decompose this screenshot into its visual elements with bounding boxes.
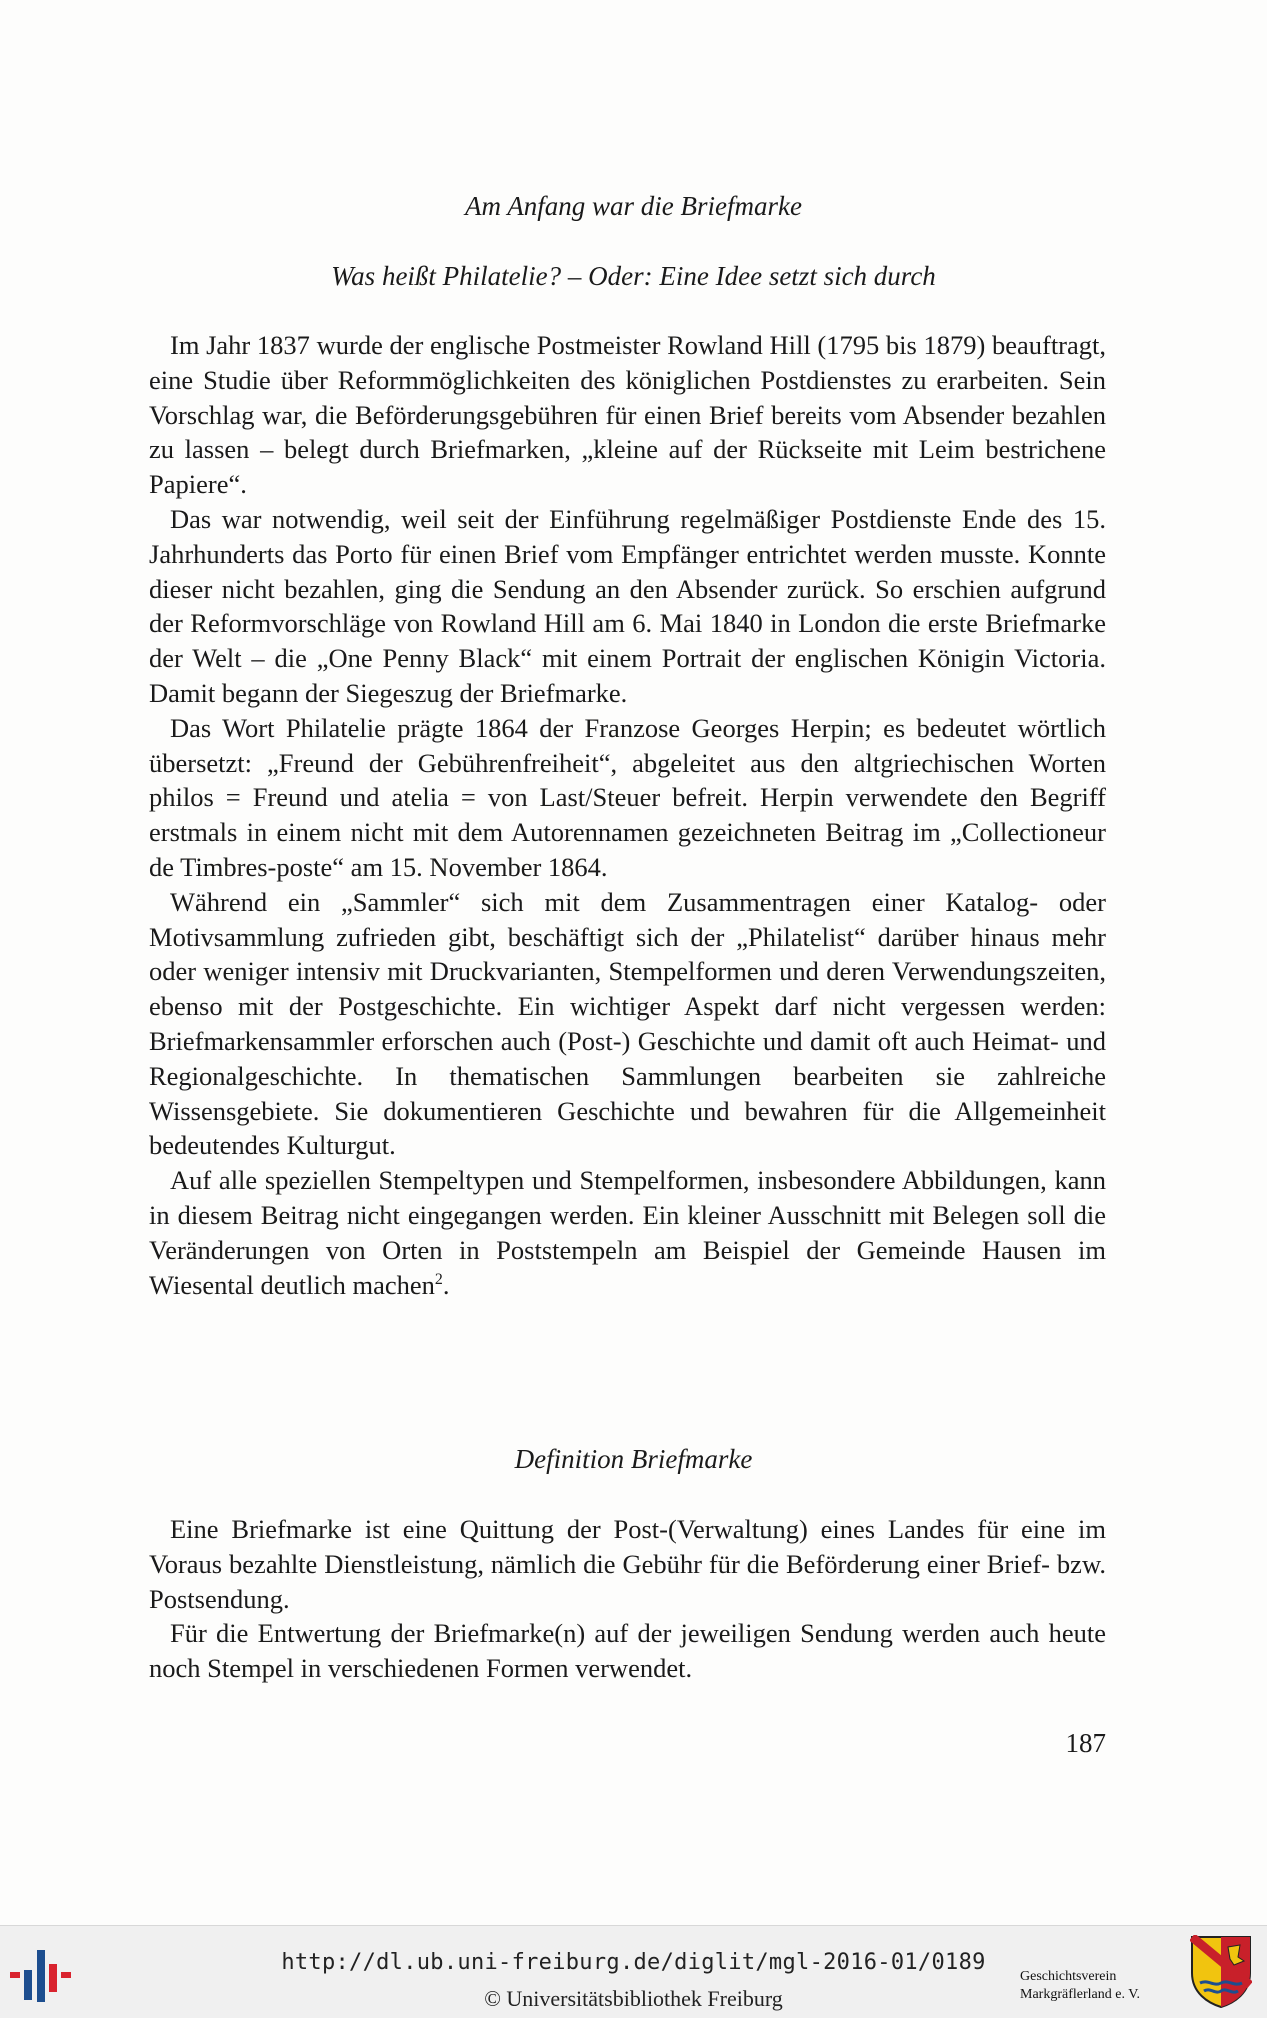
paragraph <box>149 1163 1106 1302</box>
paragraph: Während ein „Sammler“ sich mit dem Zusammentragen einer Katalog- oder Motivsammlung zufrieden gibt, beschäftigt sich der „Philatelist“ darüber hinaus mehr oder weniger intensiv mit Druckvarianten, Stempelformen und deren Verwendungszeiten, ebenso mit der Postgeschichte. Ein wichtiger Aspekt darf nicht vergessen werden: Briefmarkensammler erforschen auch (Post-) Geschichte und damit oft auch Heimat- und Regionalgeschichte. In thematischen Sammlungen bearbeiten sie zahlreiche Wissensgebiete. Sie dokumentieren Geschichte und bewahren für die Allgemeinheit bedeutendes Kulturgut. <box>149 886 1106 1161</box>
section-text-history <box>149 328 1106 1302</box>
section-heading-philatelie: Was heißt Philatelie? – Oder: Eine Idee setzt sich durch <box>331 261 936 291</box>
society-name-line1: Geschichtsverein <box>1020 1969 1117 1984</box>
society-crest-icon[interactable] <box>1190 1935 1252 2009</box>
section-heading-definition: Definition Briefmarke <box>514 1444 753 1474</box>
chapter-heading: Am Anfang war die Briefmarke <box>465 191 802 221</box>
paragraph: Eine Briefmarke ist eine Quittung der Post-(Verwaltung) eines Landes für eine im Voraus bezahlte Dienstleistung, nämlich die Gebühr für die Beförderung einer Brief- bzw. Postsendung. <box>149 1514 1106 1614</box>
society-name-line2: Markgräflerland e. V. <box>1020 1987 1140 2002</box>
paragraph: Für die Entwertung der Briefmarke(n) auf der jeweiligen Sendung werden auch heute noch Stempel in verschiedenen Formen verwendet. <box>149 1618 1106 1684</box>
footnote-marker[interactable]: 2 <box>434 1270 443 1288</box>
page-number: 187 <box>1065 1728 1106 1758</box>
paragraph: Das war notwendig, weil seit der Einführung regelmäßiger Postdienste Ende des 15. Jahrhunderts das Porto für einen Brief vom Empfänger entrichtet werden musste. Konnte dieser nicht bezahlen, ging die Sendung an den Absender zurück. So erschien aufgrund der Reformvorschläge von Rowland Hill am 6. Mai 1840 in London die erste Briefmarke der Welt – die „One Penny Black“ mit einem Portrait der englischen Königin Victoria. Damit begann der Siegeszug der Briefmarke. <box>149 503 1106 708</box>
permalink-url[interactable]: http://dl.ub.uni-freiburg.de/diglit/mgl-2016-01/0189 <box>281 1950 986 1975</box>
paragraph-text: Auf alle speziellen Stempeltypen und Stempelformen, insbesondere Abbildungen, kann in diesem Beitrag nicht eingegangen werden. Ein kleiner Ausschnitt mit Belegen soll die Veränderungen von Orten in Poststempeln am Beispiel der Gemeinde Hausen im Wiesental deutlich machen <box>149 1165 1106 1300</box>
society-name <box>1020 1968 1140 2004</box>
section-text-definition <box>149 1512 1106 1686</box>
copyright-notice: © Universitätsbibliothek Freiburg <box>484 1986 783 2011</box>
paragraph: Im Jahr 1837 wurde der englische Postmeister Rowland Hill (1795 bis 1879) beauftragt, eine Studie über Reformmöglichkeiten des königlichen Postdienstes zu erarbeiten. Sein Vorschlag war, die Beförderungsgebühren für einen Brief bereits vom Absender bezahlen zu lassen – belegt durch Briefmarken, „kleine auf der Rückseite mit Leim bestrichene Papiere“. <box>149 330 1106 500</box>
paragraph: Das Wort Philatelie prägte 1864 der Franzose Georges Herpin; es bedeutet wörtlich übersetzt: „Freund der Gebührenfreiheit“, abgeleitet aus den altgriechischen Worten philos = Freund und atelia = von Last/Steuer befreit. Herpin verwendete den Begriff erstmals in einem nicht mit dem Autorennamen gezeichneten Beitrag im „Collectioneur de Timbres-poste“ am 15. November 1864. <box>149 712 1106 882</box>
paragraph-end: . <box>442 1269 450 1300</box>
